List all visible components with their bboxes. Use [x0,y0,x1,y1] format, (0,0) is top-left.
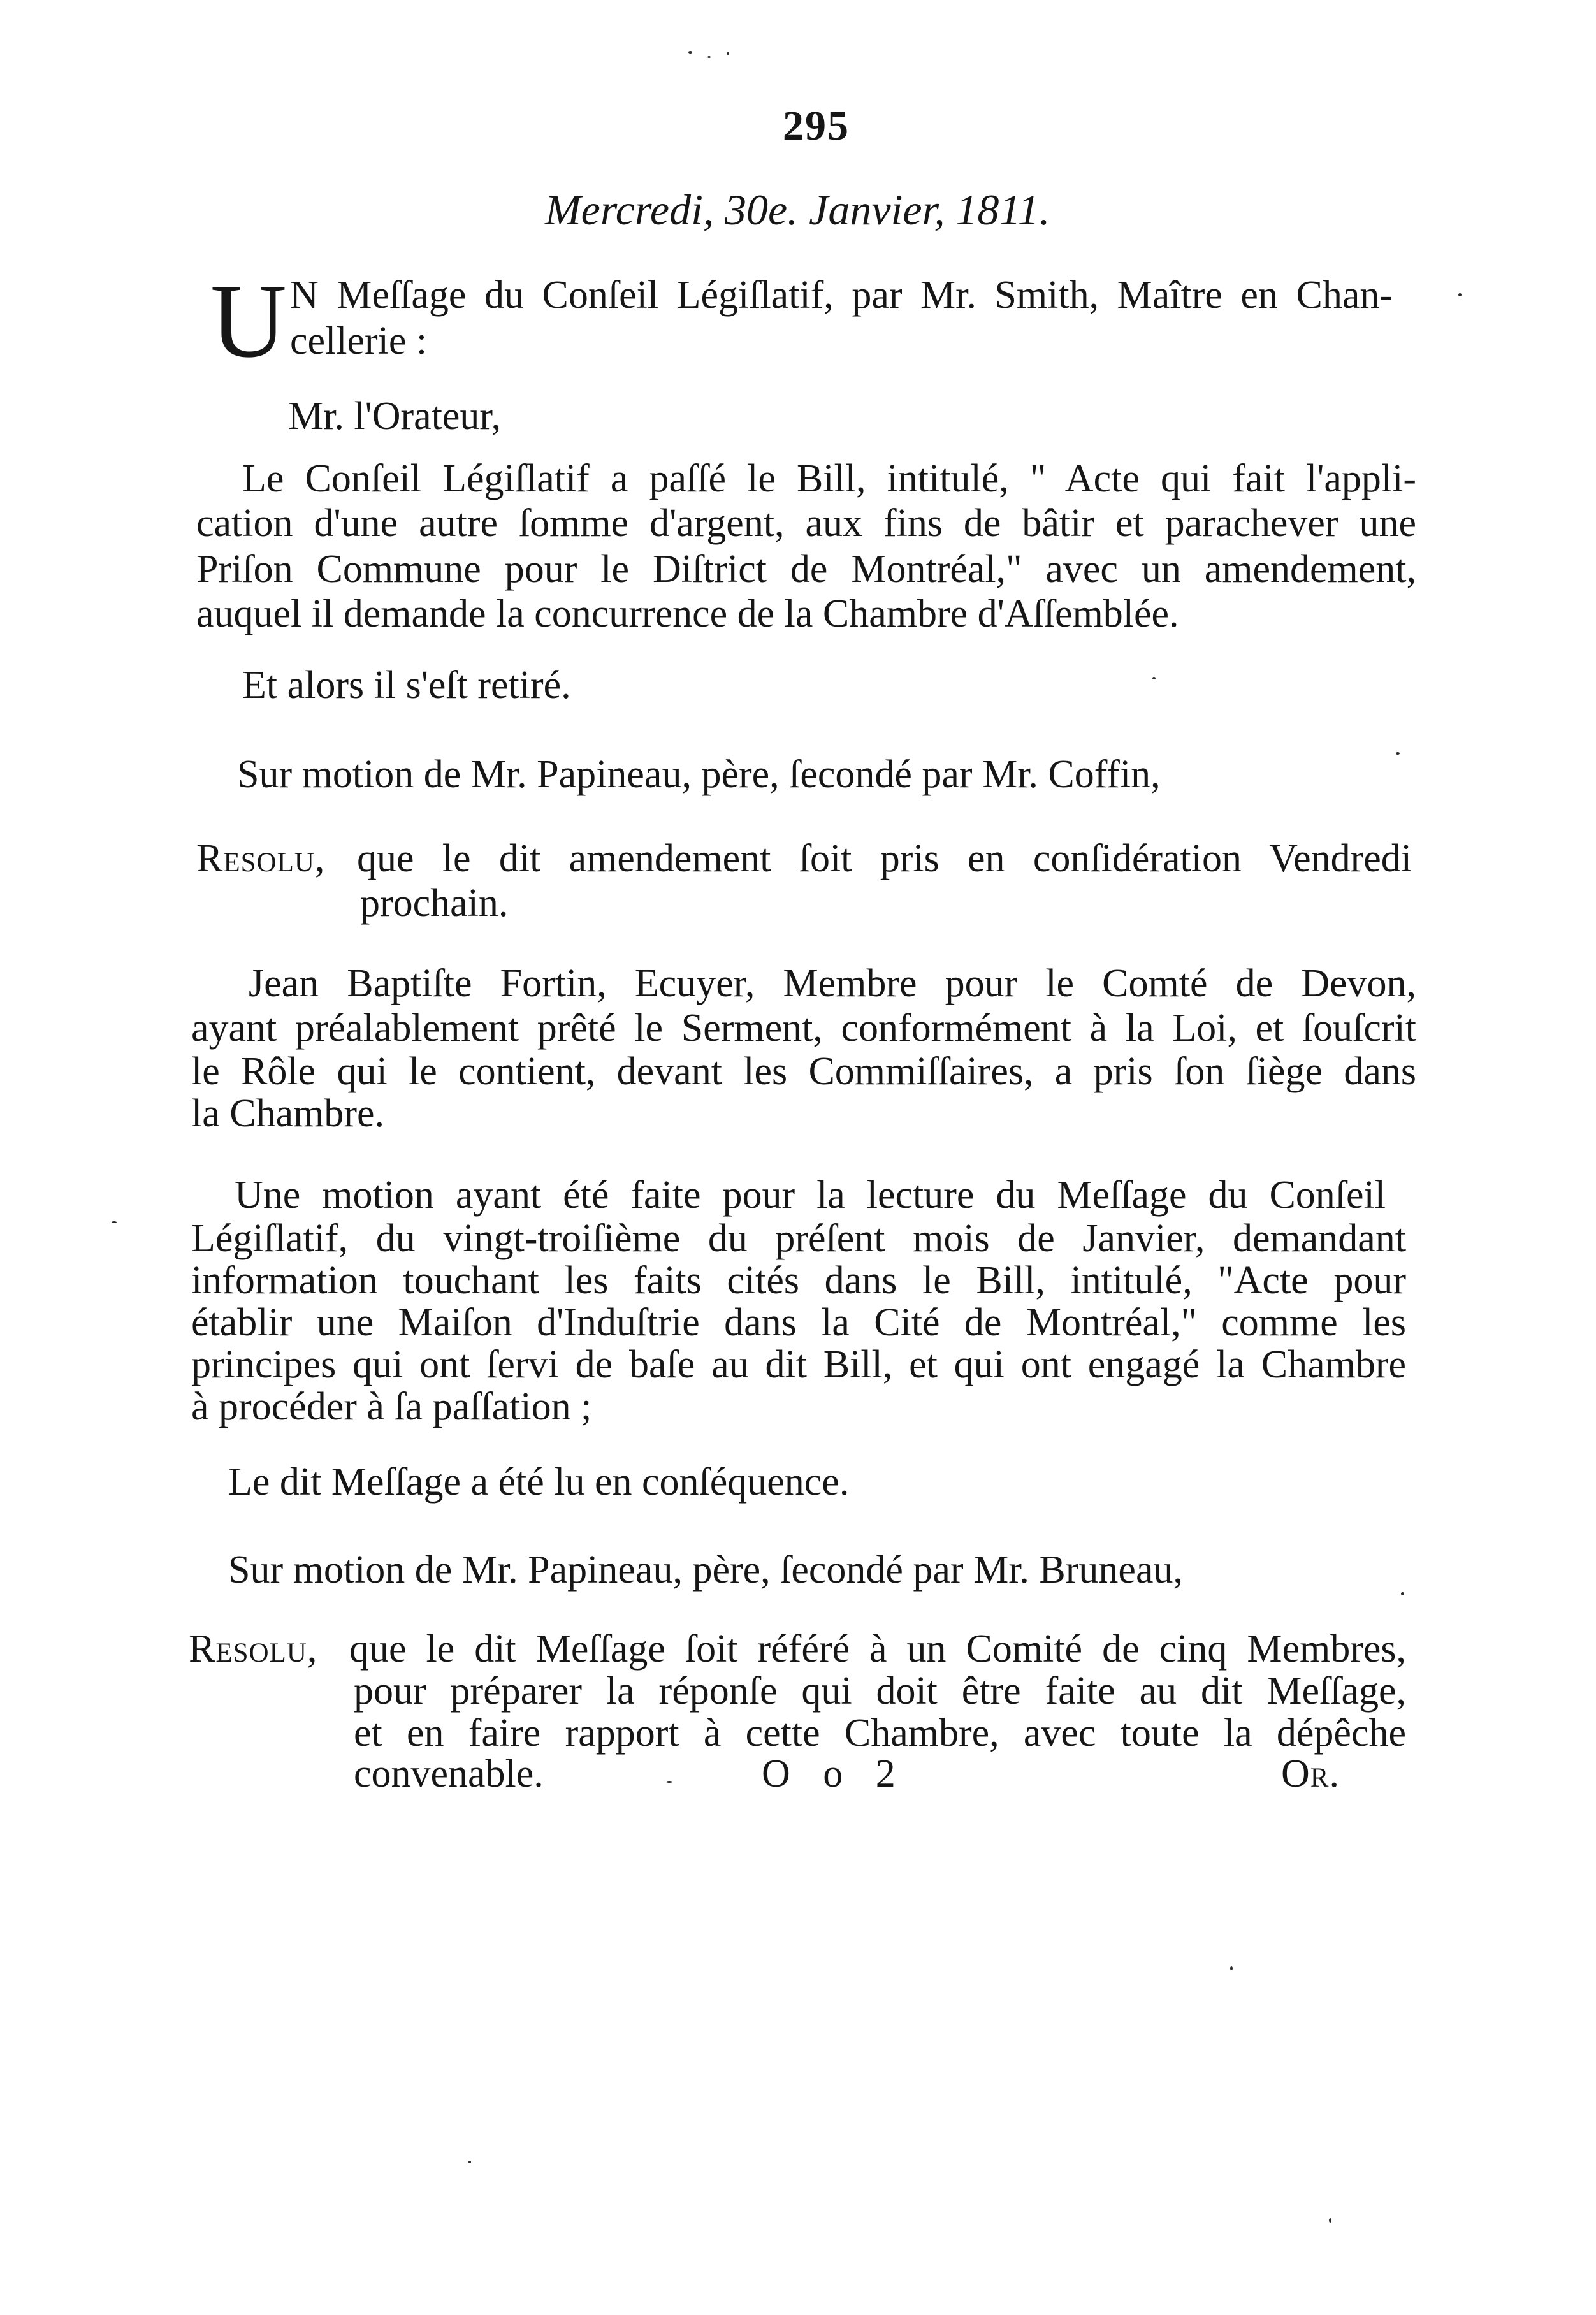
scan-speck [1329,2218,1331,2223]
scan-speck [1230,1966,1233,1970]
message-line-1: N Meſſage du Conſeil Légiſlatif, par Mr. Smith, Maître en Chan- [290,273,1393,317]
resolu-2-line-3: et en faire rapport à cette Chambre, avec toute la dépêche [354,1711,1406,1755]
fortin-line-4: la Chambre. [191,1092,385,1135]
scan-speck [1152,677,1156,679]
read-message-line: Le dit Meſſage a été lu en conſéquence. [228,1460,850,1504]
page-number: 295 [783,103,850,149]
motion-paragraph-line-3: information touchant les faits cités dans le Bill, intitulé, "Acte pour [191,1259,1406,1302]
motion-paragraph-line-6: à procéder à ſa paſſation ; [191,1385,592,1428]
scan-speck [468,2161,471,2163]
catchword: Or. [1281,1752,1340,1796]
fortin-line-2: ayant préalablement prêté le Serment, conformément à la Loi, et ſouſcrit [191,1006,1416,1050]
retired-line: Et alors il s'eſt retiré. [242,664,571,707]
resolu-1-line-1: que le dit amendement ſoit pris en conſidération Vendredi [357,837,1412,880]
resolu-2-line-4: convenable. [354,1752,544,1796]
message-line-2: cellerie : [290,319,428,363]
drop-cap: U [210,262,287,379]
bill-paragraph-line-2: cation d'une autre ſomme d'argent, aux fins de bâtir et parachever une [196,502,1416,545]
scan-speck [112,1221,117,1223]
bill-paragraph-line-1: Le Conſeil Légiſlatif a paſſé le Bill, intitulé, " Acte qui fait l'appli- [242,457,1416,500]
resolu-label-1: Resolu, [196,837,326,880]
fortin-line-3: le Rôle qui le contient, devant les Commiſſaires, a pris ſon ſiège dans [191,1050,1416,1093]
bill-paragraph-line-3: Priſon Commune pour le Diſtrict de Montréal," avec un amendement, [196,548,1416,591]
resolu-label-2: Resolu, [189,1627,318,1671]
salutation: Mr. l'Orateur, [288,395,502,438]
fortin-line-1: Jean Baptiſte Fortin, Ecuyer, Membre pour le Comté de Devon, [249,962,1416,1005]
motion-paragraph-line-2: Légiſlatif, du vingt-troiſième du préſent mois de Janvier, demandant [191,1217,1406,1260]
scan-speck [666,1781,672,1783]
scan-speck [1458,293,1462,296]
scan-speck [688,51,692,54]
scan-speck [727,52,729,55]
motion-line-1: Sur motion de Mr. Papineau, père, ſecondé par Mr. Coffin, [237,753,1161,796]
resolu-2-line-2: pour préparer la réponſe qui doit être faite au dit Meſſage, [354,1669,1406,1713]
dateline: Mercredi, 30e. Janvier, 1811. [545,185,1050,234]
motion-paragraph-line-5: principes qui ont ſervi de baſe au dit Bill, et qui ont engagé la Chambre [191,1343,1406,1386]
resolu-2-line-1: que le dit Meſſage ſoit référé à un Comité de cinq Membres, [349,1627,1406,1671]
signature-mark: O o 2 [762,1752,907,1796]
resolu-1-line-2: prochain. [360,882,509,925]
scan-speck [1401,1592,1404,1595]
bill-paragraph-line-4: auquel il demande la concurrence de la Chambre d'Aſſemblée. [196,592,1179,635]
scan-speck [1396,752,1400,755]
motion-line-2: Sur motion de Mr. Papineau, père, ſecondé par Mr. Bruneau, [228,1548,1183,1592]
motion-paragraph-line-4: établir une Maiſon d'Induſtrie dans la Cité de Montréal," comme les [191,1301,1406,1344]
motion-paragraph-line-1: Une motion ayant été faite pour la lecture du Meſſage du Conſeil [235,1173,1386,1217]
scan-speck [707,56,711,58]
